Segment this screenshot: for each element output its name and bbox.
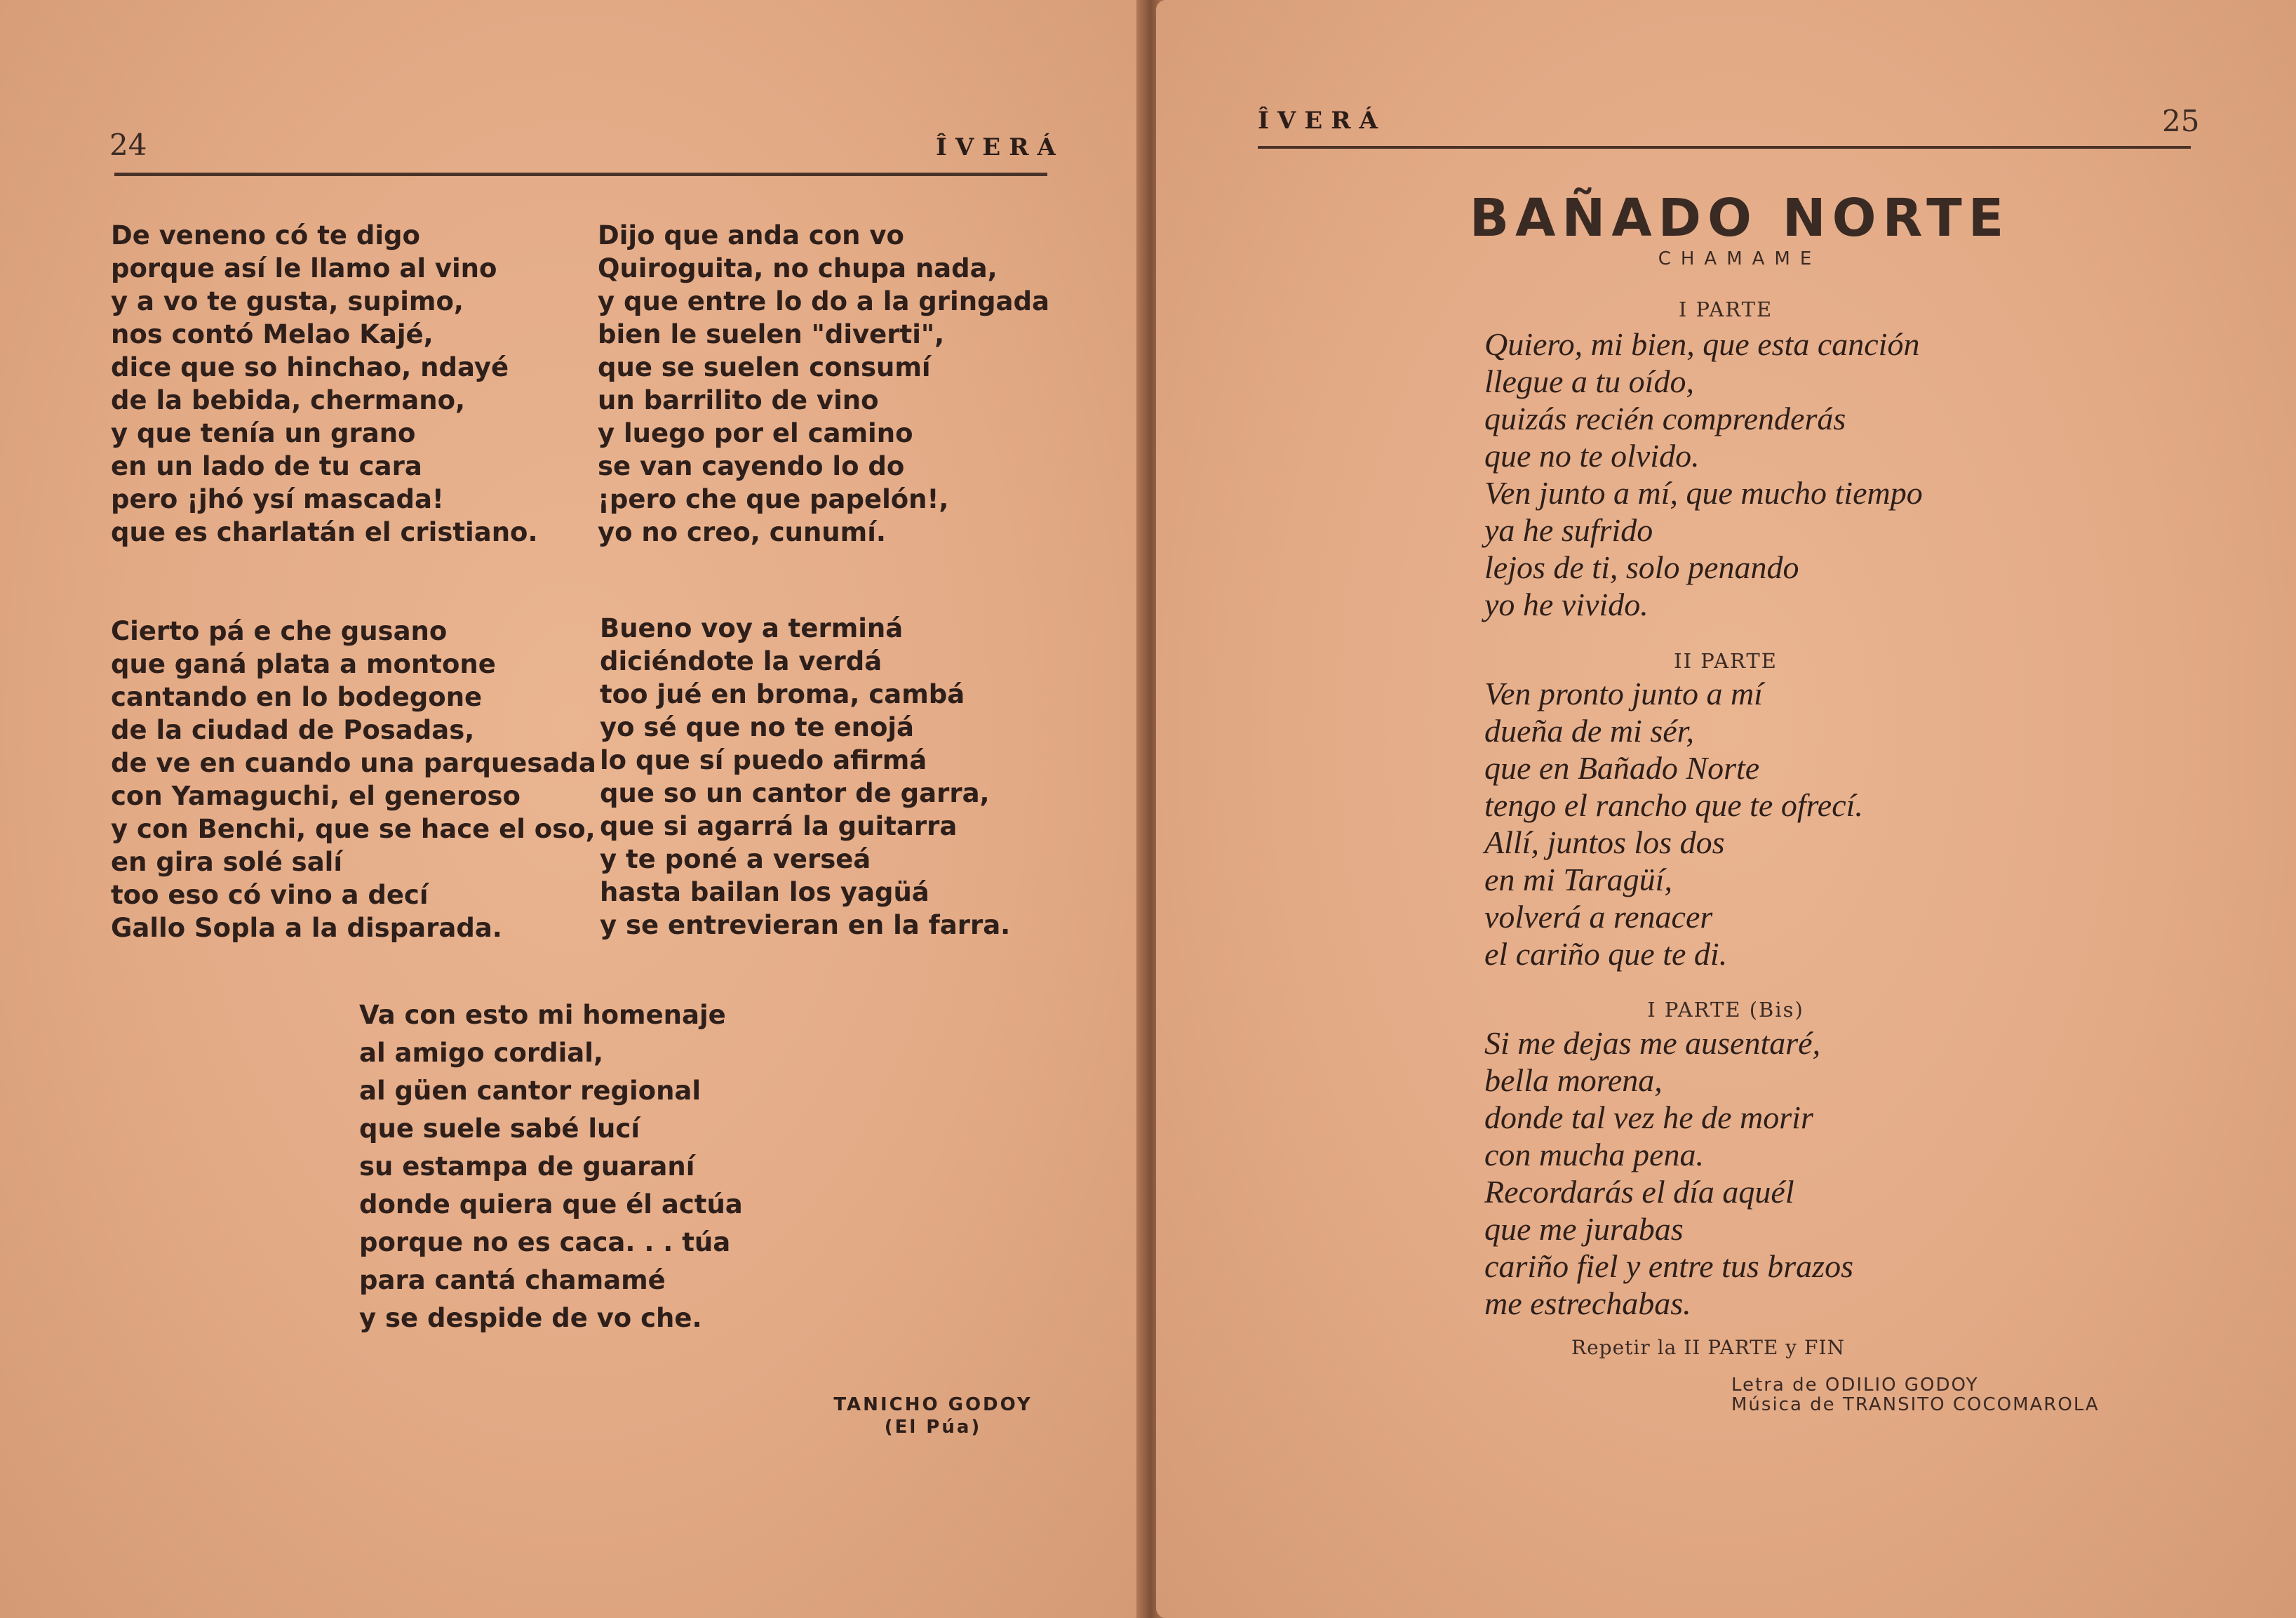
- verse-line: donde tal vez he de morir: [1484, 1099, 1813, 1135]
- verse-line: que si agarrá la guitarra: [600, 811, 958, 841]
- verse-line: que se suelen consumí: [598, 352, 931, 382]
- verse-line: de ve en cuando una parquesada: [111, 748, 596, 778]
- song-credits: [1731, 1375, 2100, 1415]
- verse-line: un barrilito de vino: [598, 385, 879, 415]
- verse-line: Ven pronto junto a mí: [1484, 676, 1763, 711]
- verse-line: su estampa de guaraní: [359, 1151, 695, 1182]
- section-heading-2: II PARTE: [1674, 649, 1778, 673]
- verse-line: quizás recién comprenderás: [1484, 401, 1846, 436]
- verse-line: Gallo Sopla a la disparada.: [111, 913, 502, 943]
- music-credit: Música de TRANSITO COCOMAROLA: [1731, 1394, 2100, 1415]
- verse-line: Quiero, mi bien, que esta canción: [1484, 326, 1920, 362]
- verse-line: y que entre lo do a la gringada: [598, 286, 1049, 316]
- author-name: TANICHO GODOY: [833, 1394, 1033, 1415]
- verse-line: dice que so hinchao, ndayé: [111, 352, 509, 382]
- verse-line: pero ¡jhó ysí mascada!: [111, 484, 444, 514]
- verse-line: nos contó Melao Kajé,: [111, 319, 434, 349]
- verse-line: de la bebida, chermano,: [111, 385, 466, 415]
- verse-line: bella morena,: [1484, 1062, 1663, 1098]
- verse-line: Ven junto a mí, que mucho tiempo: [1484, 475, 1923, 511]
- header-rule-right: [1258, 146, 2191, 149]
- section-heading-1: I PARTE: [1678, 297, 1773, 321]
- verse-line: en un lado de tu cara: [111, 451, 422, 481]
- verse-line: en gira solé salí: [111, 847, 343, 877]
- verse-line: too eso có vino a decí: [111, 880, 429, 910]
- running-head-right: ÎVERÁ: [1258, 107, 1386, 135]
- section-verses-1: [1484, 326, 1923, 623]
- verse-line: Bueno voy a terminá: [600, 613, 904, 643]
- verse-line: dueña de mi sér,: [1484, 713, 1694, 749]
- verse-line: me estrechabas.: [1484, 1285, 1691, 1321]
- verse-line: donde quiera que él actúa: [359, 1189, 743, 1219]
- song-subtitle: CHAMAME: [1658, 248, 1822, 269]
- verse-line: porque así le llamo al vino: [111, 253, 497, 283]
- running-head-left: ÎVERÁ: [936, 133, 1064, 161]
- verse-line: en mi Taragüí,: [1484, 862, 1672, 897]
- stanza-4: [600, 612, 1010, 942]
- verse-line: se van cayendo lo do: [598, 451, 905, 481]
- verse-line: Recordarás el día aquél: [1484, 1174, 1794, 1210]
- verse-line: Dijo que anda con vo: [598, 220, 904, 250]
- verse-line: Quiroguita, no chupa nada,: [598, 253, 998, 283]
- verse-line: yo he vivido.: [1484, 587, 1649, 622]
- lyrics-credit: Letra de ODILIO GODOY: [1731, 1375, 1979, 1396]
- verse-line: cariño fiel y entre tus brazos: [1484, 1248, 1853, 1284]
- verse-line: con mucha pena.: [1484, 1137, 1704, 1172]
- verse-line: que suele sabé lucí: [359, 1114, 640, 1144]
- stanza-3: [111, 615, 596, 944]
- verse-line: el cariño que te di.: [1484, 936, 1728, 972]
- page-number-right: 25: [2162, 104, 2200, 138]
- verse-line: que ganá plata a montone: [111, 649, 496, 679]
- verse-line: ¡pero che que papelón!,: [598, 484, 949, 514]
- verse-line: porque no es caca. . . túa: [359, 1227, 731, 1257]
- song-title: BAÑADO NORTE: [1469, 188, 2010, 248]
- verse-line: De veneno có te digo: [111, 220, 420, 250]
- verse-line: lejos de ti, solo penando: [1484, 549, 1799, 585]
- verse-line: que so un cantor de garra,: [600, 778, 990, 808]
- page-number-left: 24: [109, 128, 147, 162]
- verse-line: y luego por el camino: [598, 418, 913, 448]
- verse-line: al güen cantor regional: [359, 1076, 701, 1106]
- author-credit: [814, 1393, 1052, 1438]
- verse-line: Va con esto mi homenaje: [359, 1000, 726, 1030]
- verse-line: para cantá chamamé: [359, 1265, 666, 1295]
- verse-line: al amigo cordial,: [359, 1038, 603, 1068]
- verse-line: yo sé que no te enojá: [600, 712, 915, 742]
- verse-line: y que tenía un grano: [111, 418, 416, 448]
- verse-line: cantando en lo bodegone: [111, 682, 483, 712]
- verse-line: hasta bailan los yagüá: [600, 877, 929, 907]
- author-alias: (El Púa): [884, 1417, 982, 1438]
- verse-line: que no te olvido.: [1484, 438, 1700, 474]
- verse-line: too jué en broma, cambá: [600, 679, 965, 709]
- stanza-homenaje: [359, 996, 743, 1337]
- verse-line: que en Bañado Norte: [1484, 750, 1760, 786]
- stanza-1: [111, 219, 538, 549]
- section-heading-3: I PARTE (Bis): [1647, 998, 1804, 1022]
- section-verses-2: [1484, 675, 1863, 972]
- header-rule-left: [114, 173, 1047, 176]
- section-verses-3: [1484, 1024, 1853, 1322]
- verse-line: Cierto pá e che gusano: [111, 616, 448, 646]
- verse-line: lo que sí puedo afirmá: [600, 745, 927, 775]
- verse-line: que me jurabas: [1484, 1211, 1684, 1247]
- verse-line: llegue a tu oído,: [1484, 363, 1694, 399]
- verse-line: que es charlatán el cristiano.: [111, 517, 538, 547]
- verse-line: diciéndote la verdá: [600, 646, 882, 676]
- verse-line: Si me dejas me ausentaré,: [1484, 1025, 1821, 1061]
- verse-line: ya he sufrido: [1484, 512, 1653, 548]
- verse-line: bien le suelen "diverti",: [598, 319, 945, 349]
- stanza-2: [598, 219, 1049, 549]
- verse-line: con Yamaguchi, el generoso: [111, 781, 521, 811]
- verse-line: y se despide de vo che.: [359, 1303, 702, 1333]
- verse-line: y te poné a verseá: [600, 844, 871, 874]
- verse-line: de la ciudad de Posadas,: [111, 715, 475, 745]
- verse-line: yo no creo, cunumí.: [598, 517, 886, 547]
- verse-line: y con Benchi, que se hace el oso,: [111, 814, 596, 844]
- left-page: [0, 0, 1143, 1618]
- verse-line: y se entrevieran en la farra.: [600, 910, 1011, 940]
- verse-line: Allí, juntos los dos: [1484, 824, 1725, 860]
- verse-line: volverá a renacer: [1484, 899, 1713, 935]
- verse-line: tengo el rancho que te ofrecí.: [1484, 787, 1863, 823]
- repeat-note: Repetir la II PARTE y FIN: [1571, 1336, 1846, 1359]
- verse-line: y a vo te gusta, supimo,: [111, 286, 464, 316]
